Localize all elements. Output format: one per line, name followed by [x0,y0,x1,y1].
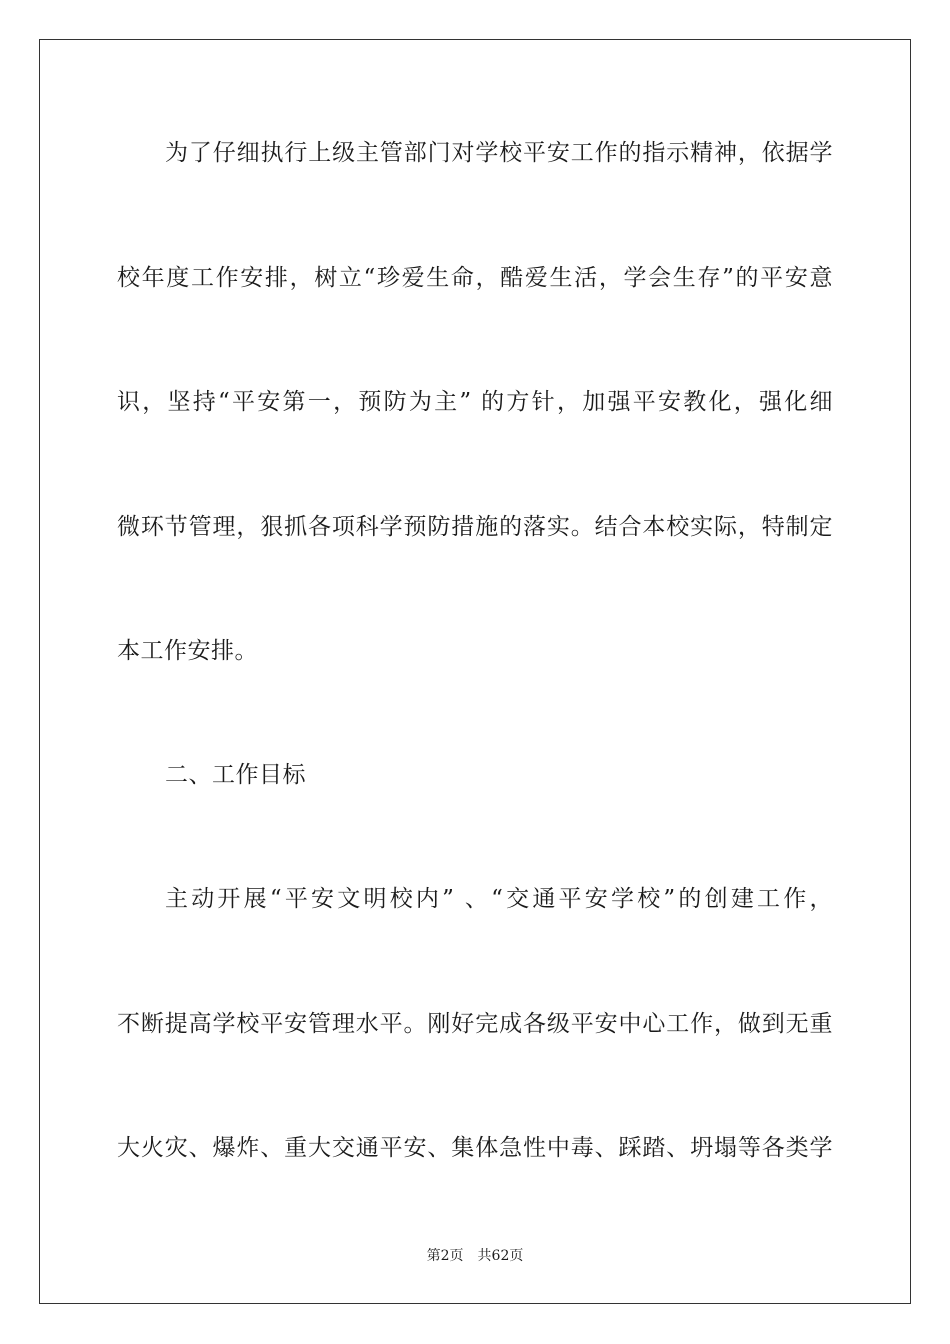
page-total: 共62页 [477,1248,524,1264]
page-border [39,39,911,1304]
paragraph-line-8: 大火灾、爆炸、重大交通平安、集体急性中毒、踩踏、坍塌等各类学 [117,1135,833,1161]
paragraph-line-3: 识，坚持“平安第一，预防为主” 的方针，加强平安教化，强化细 [117,389,833,415]
page-footer [0,1247,950,1265]
paragraph-line-5: 本工作安排。 [117,638,258,664]
paragraph-line-1: 为了仔细执行上级主管部门对学校平安工作的指示精神，依据学 [165,140,833,166]
paragraph-line-6: 主动开展“平安文明校内” 、“交通平安学校”的创建工作， [165,886,833,912]
section-heading: 二、工作目标 [165,762,306,788]
paragraph-line-2: 校年度工作安排，树立“珍爱生命，酷爱生活，学会生存”的平安意 [117,265,833,291]
page-number: 第2页 [426,1248,464,1264]
paragraph-line-7: 不断提高学校平安管理水平。刚好完成各级平安中心工作，做到无重 [117,1011,833,1037]
paragraph-line-4: 微环节管理，狠抓各项科学预防措施的落实。结合本校实际，特制定 [117,514,833,540]
